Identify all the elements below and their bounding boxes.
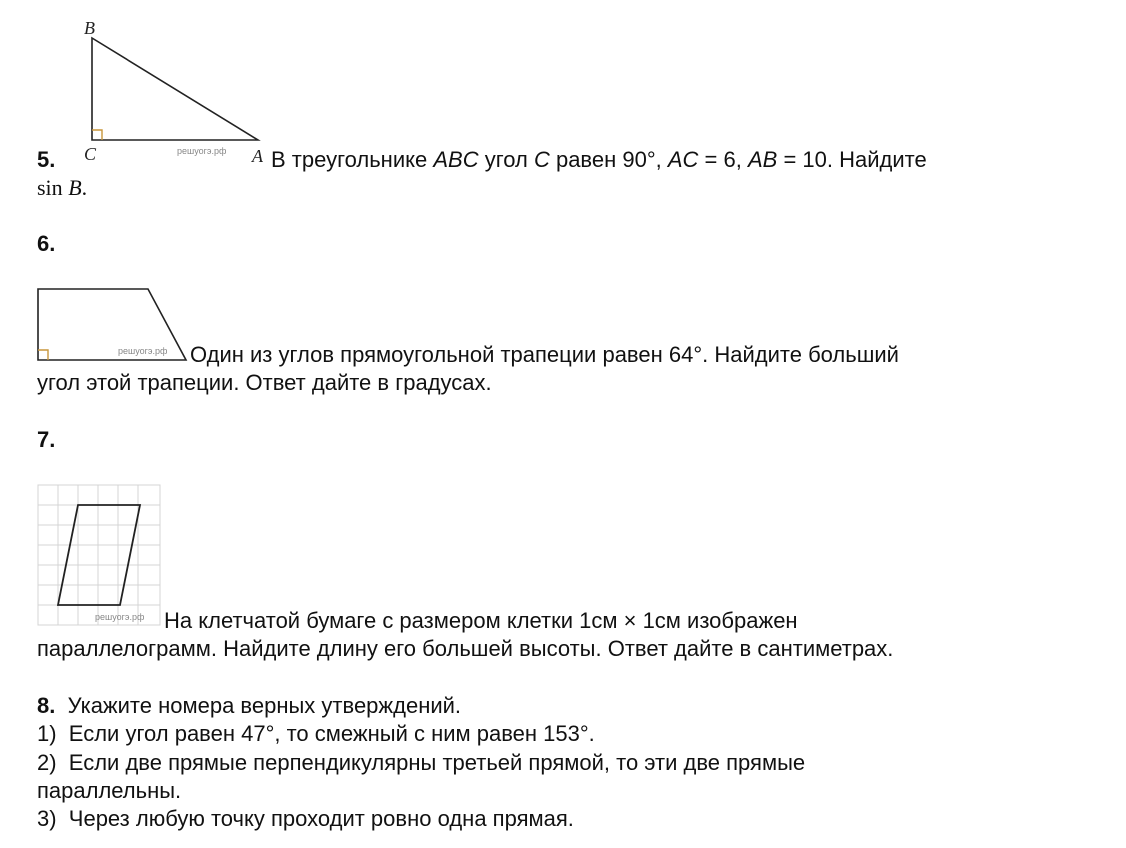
statement-text: Если две прямые перпендикулярны третьей прямой, то эти две прямые [68,750,806,775]
text-fragment: = 6, [698,147,748,172]
text-fragment: = 10. Найдите [777,147,927,172]
problem-6-line-1 [190,341,899,369]
var-abc: ABC [433,147,479,172]
statement-2 [37,749,805,777]
var-ac: AC [667,147,699,172]
problem-number: 6. [37,231,56,256]
problem-number: 7. [37,427,56,452]
problem-number: 5. [37,147,56,172]
triangle-figure [70,12,270,172]
problem-5-line-1 [37,146,55,174]
statement-3 [37,805,574,833]
var-b: B [68,175,82,200]
problem-5-line-2 [37,174,87,202]
grid-paper [38,485,160,625]
text-fragment: угол этой трапеции. Ответ дайте в градусах. [37,370,492,395]
watermark: решуогэ.рф [118,346,168,356]
statement-text: параллельны. [37,778,182,803]
grid-parallelogram-figure [37,484,163,628]
vertex-label-a: A [252,146,263,166]
problem-7-number-line [37,426,55,454]
text-fragment: . [81,175,88,200]
text-fragment: В треугольнике [271,147,434,172]
statement-1 [37,720,595,748]
statement-text: Через любую точку проходит ровно одна прямая. [68,806,574,831]
right-angle-mark [38,350,48,360]
text-fragment: угол [478,147,534,172]
watermark: решуогэ.рф [177,146,227,156]
var-ab: AB [747,147,778,172]
vertex-label-b: B [84,18,95,38]
text-fragment: равен 90°, [549,147,668,172]
text-fragment: Один из углов прямоугольной трапеции равен 64°. Найдите больший [190,342,899,367]
statement-2-continuation [37,777,181,805]
vertex-label-c: C [84,144,97,164]
var-c: C [533,147,550,172]
text-fragment: На клетчатой бумаге с размером клетки 1см × 1см изображен [164,608,798,633]
sin-function: sin [37,175,63,200]
parallelogram-shape [58,505,140,605]
statement-number: 1) [37,721,57,746]
statement-text: Если угол равен 47°, то смежный с ним равен 153°. [68,721,595,746]
problem-7-line-1 [164,607,798,635]
problem-6-line-2 [37,369,492,397]
problem-5-text [271,146,927,174]
watermark: решуогэ.рф [95,612,145,622]
triangle-shape [92,38,258,140]
problem-8-heading [37,692,461,720]
problem-7-line-2 [37,635,893,663]
problem-6-number-line [37,230,55,258]
statement-number: 3) [37,806,57,831]
trapezoid-figure [36,286,192,364]
right-angle-mark [92,130,102,140]
text-fragment: параллелограмм. Найдите длину его большей высоты. Ответ дайте в сантиметрах. [37,636,894,661]
problem-8-heading-text: Укажите номера верных утверждений. [67,693,462,718]
problem-number: 8. [37,693,56,718]
statement-number: 2) [37,750,57,775]
